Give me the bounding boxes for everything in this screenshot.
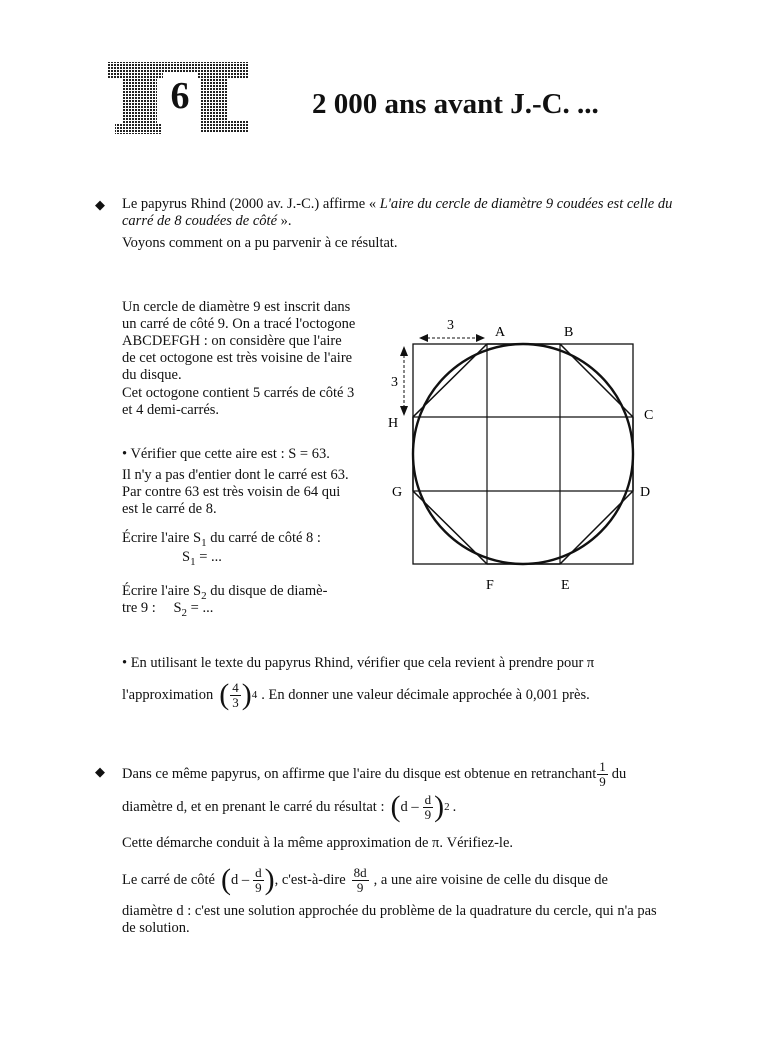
dim-vertical-label: 3 [391, 375, 398, 390]
square-side-line [122, 858, 682, 902]
fraction-denominator: 9 [424, 806, 432, 822]
arrow-up-icon [400, 346, 408, 356]
paren-open: ( [219, 678, 230, 711]
exponent: 4 [251, 688, 258, 701]
paragraph-squares: Cet octogone contient 5 carrés de côté 3 et 4 demi-carrés. [122, 385, 355, 418]
area-text: , a une aire voisine de celle du disque de [373, 871, 608, 888]
fraction-denominator: 9 [356, 879, 364, 895]
arrow-right-icon [476, 334, 485, 342]
s1-blank: = ... [195, 549, 222, 565]
page-title: 2 000 ans avant J.-C. ... [312, 88, 599, 120]
fraction-d-9 [253, 866, 264, 895]
paren-open: ( [220, 863, 231, 896]
label-d: D [640, 485, 651, 500]
fraction-denominator: 9 [255, 879, 262, 895]
s2-text: Écrire l'aire S [122, 583, 202, 599]
fraction-numerator: 8d [353, 864, 367, 880]
square-of-result-line [122, 786, 682, 828]
s1-subscript: 1 [201, 537, 207, 549]
dim-horizontal-label: 3 [447, 318, 454, 333]
paragraph-octagon: Un cercle de diamètre 9 est inscrit dans un carré de côté 9. On a tracé l'octogone ABCDEFGH : on considère que l'aire de cet octogone est très voisine de l'aire du disque. [122, 299, 356, 383]
s2-answer-subscript: 2 [181, 607, 188, 619]
intro-quote: L'aire du cercle de diamètre 9 coudées est celle du carré de 8 coudées de côté [122, 196, 673, 229]
fraction-denominator: 9 [599, 773, 606, 789]
s2-text-end: du disque de diamè- [206, 583, 328, 599]
label-g: G [392, 485, 403, 500]
s1-text-end: du carré de côté 8 : [206, 530, 321, 546]
paren-close: ) [241, 678, 252, 711]
expression-d-minus: d – [400, 798, 419, 815]
period: . [452, 798, 457, 815]
label-b: B [564, 325, 574, 340]
exercise-verify-area: • Vérifier que cette aire est : S = 63. [122, 446, 330, 462]
label-a: A [495, 325, 506, 340]
result-text: diamètre d, et en prenant le carré du résultat : [122, 798, 385, 815]
inscribed-circle [413, 344, 633, 564]
s1-text: Écrire l'aire S [122, 530, 202, 546]
chapter-number: 6 [163, 72, 197, 120]
fraction-4-3 [230, 681, 241, 710]
fraction-numerator: 4 [232, 679, 239, 695]
approximation-instruction: . En donner une valeur décimale approchée à 0,001 près. [261, 686, 590, 703]
s1-answer [182, 549, 222, 571]
bullet-diamond-icon-2: ◆ [95, 764, 105, 779]
fraction-denominator: 3 [232, 694, 239, 710]
approximation-line [122, 675, 682, 715]
method-text: Dans ce même papyrus, on affirme que l'aire du disque est obtenue en retranchant [122, 765, 597, 782]
fraction-numerator: 1 [599, 758, 606, 774]
approximation-label: l'approximation [122, 686, 214, 703]
label-h: H [388, 416, 399, 431]
pi-logo [105, 58, 255, 140]
paren-open: ( [390, 790, 401, 823]
s1-symbol: S [182, 549, 191, 565]
bullet-diamond-icon: ◆ [95, 197, 105, 212]
intro-line-2: Voyons comment on a pu parvenir à ce résultat. [122, 235, 398, 251]
s2-answer [122, 600, 213, 622]
exercise-pi-approx: • En utilisant le texte du papyrus Rhind, vérifier que cela revient à prendre pour π [122, 655, 595, 671]
label-e: E [561, 578, 570, 593]
fraction-d-9 [423, 793, 434, 822]
expression-d-minus: d – [230, 871, 250, 888]
intro-paragraph [122, 196, 677, 230]
exercise-s1 [122, 530, 357, 552]
intro-text: Le papyrus Rhind (2000 av. J.-C.) affirme « [122, 196, 380, 212]
that-is-text: , c'est-à-dire [274, 871, 346, 888]
s2-subscript: 2 [201, 590, 207, 602]
fraction-numerator: d [424, 791, 432, 807]
s2-symbol: S [173, 600, 182, 616]
exponent: 2 [444, 800, 450, 813]
paren-close: ) [264, 863, 275, 896]
verify-approximation-line: Cette démarche conduit à la même approximation de π. Vérifiez-le. [122, 835, 514, 851]
fraction-1-9 [597, 760, 608, 789]
arrow-down-icon [400, 406, 408, 416]
square-side-text: Le carré de côté [122, 871, 215, 888]
s1-answer-subscript: 1 [190, 556, 196, 568]
s2-answer-label: tre 9 : [122, 600, 156, 616]
intro-text-end: ». [277, 213, 292, 229]
label-c: C [644, 408, 654, 423]
paren-close: ) [434, 790, 445, 823]
fraction-8d-9 [352, 866, 369, 895]
octagon-figure [383, 315, 668, 595]
paragraph-63: Il n'y a pas d'entier dont le carré est 63. Par contre 63 est très voisin de 64 qui est le carré de 8. [122, 467, 349, 517]
quadrature-line: diamètre d : c'est une solution approchée du problème de la quadrature du cercle, qui n'a pas de solution. [122, 903, 657, 936]
method-text-end: du [611, 765, 627, 782]
s2-blank: = ... [187, 600, 214, 616]
fraction-numerator: d [255, 864, 262, 880]
label-f: F [486, 578, 494, 593]
arrow-left-icon [419, 334, 428, 342]
